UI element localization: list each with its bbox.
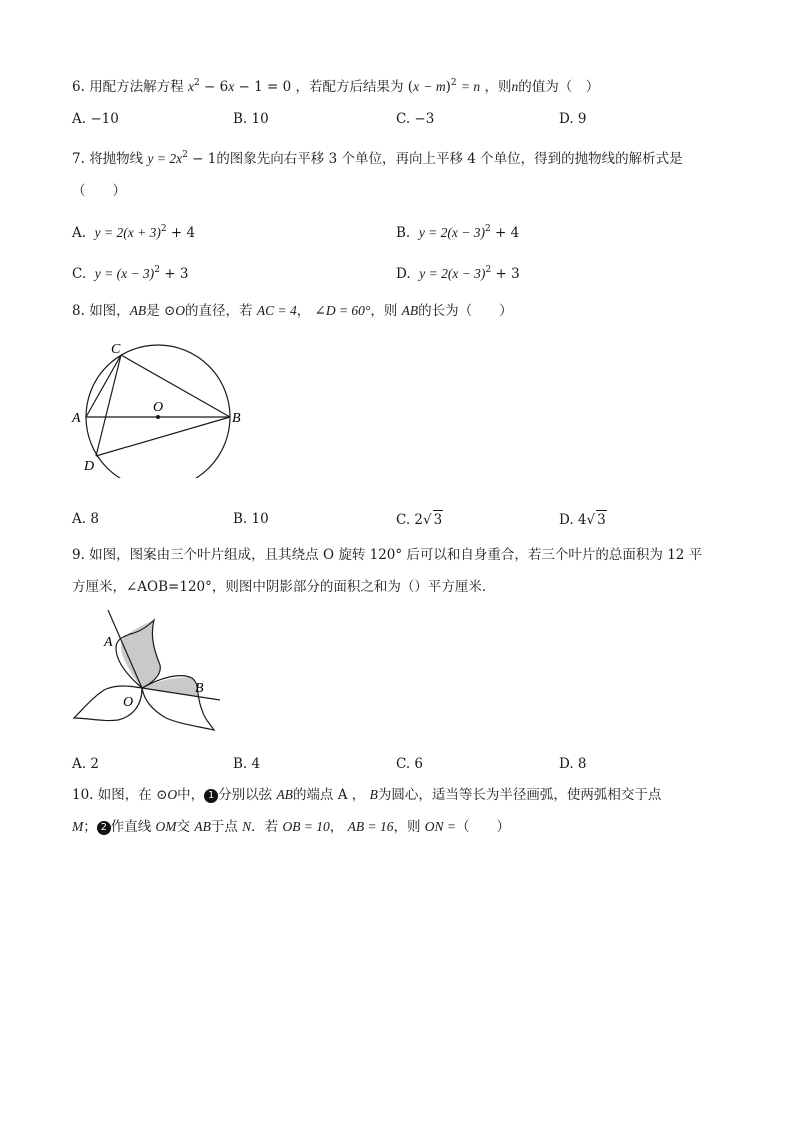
q9-option-d[interactable]: D. 8 <box>559 756 587 772</box>
question-10-stem-line1: 10. 如图，在 ⊙O中， 1 分别以弦 AB的端点 A ， B为圆心，适当等长为半径画弧，使两弧相交于点 <box>72 787 662 803</box>
step-1-marker: 1 <box>204 789 218 803</box>
q8-circle-figure <box>68 338 253 478</box>
q6-option-c[interactable]: C. −3 <box>396 111 435 127</box>
q9-leaf-figure <box>68 610 228 740</box>
label-b: B <box>232 411 241 426</box>
label-o: O <box>123 695 134 710</box>
q7-option-a[interactable]: A. $y = 2(x + 3)^2 + 4$ <box>72 224 196 241</box>
q6-option-a[interactable]: A. −10 <box>72 111 119 127</box>
q9-option-b[interactable]: B. 4 <box>233 756 261 772</box>
label-d: D <box>84 459 95 474</box>
label-c: C <box>111 342 121 357</box>
q7-answer-paren: （ ） <box>72 183 126 199</box>
question-10-stem-line2: M； 2 作直线 OM交 AB于点 N．若 OB = 10， AB = 16，则 ON =（ ） <box>72 819 511 835</box>
label-o: O <box>153 400 164 415</box>
question-8-stem: 8. 如图，AB是 ⊙O的直径，若 AC = 4， ∠D = 60°，则 AB的长为（ ） <box>72 303 513 319</box>
center-point <box>156 415 160 419</box>
q6-option-d[interactable]: D. 9 <box>559 111 587 127</box>
q7-option-d[interactable]: D. $y = 2(x - 3)^2 + 3$ <box>396 265 520 282</box>
question-6-stem: 6. 用配方法解方程 $x^2 - 6x - 1 = 0$ ，若配方后结果为 $(x - m)^2 = n$ ，则n的值为（ ） <box>72 78 600 95</box>
q7-option-b[interactable]: B. $y = 2(x - 3)^2 + 4$ <box>396 224 520 241</box>
question-9-stem-line1: 9. 如图，图案由三个叶片组成，且其绕点 O 旋转 120° 后可以和自身重合，若三个叶片的总面积为 12 平 <box>72 547 703 563</box>
q8-option-d[interactable]: D. 4√ 3 <box>559 512 606 528</box>
question-9-stem-line2: 方厘米，∠AOB=120°，则图中阴影部分的面积之和为（）平方厘米． <box>72 579 496 595</box>
chord-cb <box>121 355 230 417</box>
q8-option-a[interactable]: A. 8 <box>72 511 99 527</box>
chord-cd <box>96 355 121 456</box>
question-7-stem: 7. 将抛物线 $y = 2x^2 - 1$的图象先向右平移 3 个单位，再向上平移 4 个单位，得到的抛物线的解析式是 <box>72 150 683 167</box>
chord-ac <box>86 355 121 417</box>
label-a: A <box>104 635 113 650</box>
q7-option-c[interactable]: C. $y = (x - 3)^2 + 3$ <box>72 265 189 282</box>
step-2-marker: 2 <box>97 821 111 835</box>
q9-option-a[interactable]: A. 2 <box>72 756 99 772</box>
label-b: B <box>195 681 204 696</box>
q9-option-c[interactable]: C. 6 <box>396 756 424 772</box>
q6-option-b[interactable]: B. 10 <box>233 111 269 127</box>
q8-option-c[interactable]: C. 2√ 3 <box>396 512 443 528</box>
label-a: A <box>72 411 81 426</box>
q8-option-b[interactable]: B. 10 <box>233 511 269 527</box>
chord-db <box>96 417 230 456</box>
